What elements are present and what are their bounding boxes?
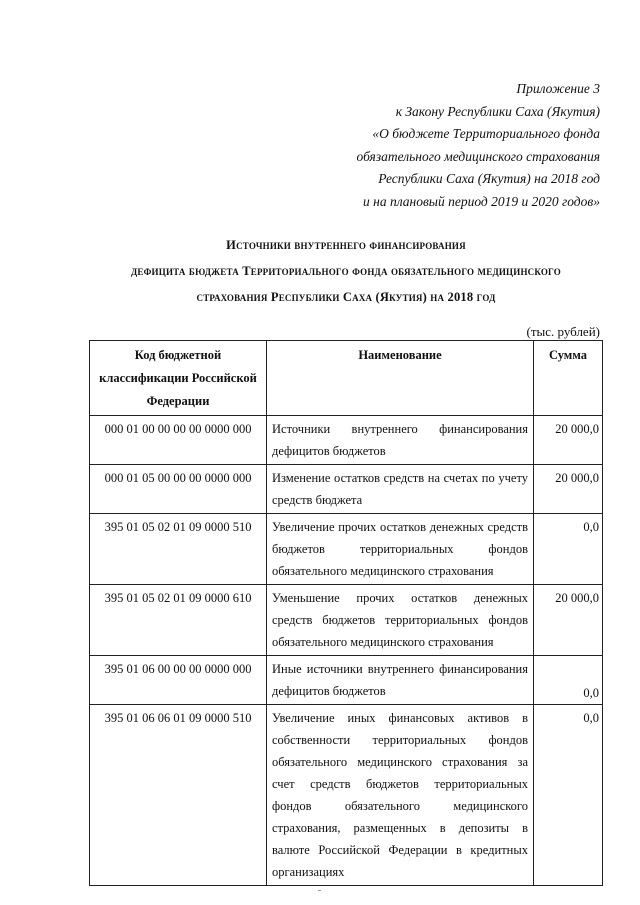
units-label: (тыс. рублей) [526, 324, 600, 339]
title-line: дефицита бюджета Территориального фонда обязательного медицинского [131, 264, 561, 278]
cell-amount: 0,0 [534, 656, 603, 705]
cell-name: Уменьшение прочих остатков денежных средств бюджетов территориальных фондов обязательного медицинского страхования [267, 585, 534, 656]
cell-code: 395 01 06 06 01 09 0000 510 [90, 705, 267, 886]
appendix-line: Республики Саха (Якутия) на 2018 год [378, 171, 600, 186]
cell-name: Изменение остатков средств на счетах по учету средств бюджета [267, 465, 534, 514]
appendix-line: к Закону Республики Саха (Якутия) [395, 103, 600, 119]
sources-table [89, 340, 603, 886]
document-title [60, 232, 632, 310]
cell-code: 395 01 05 02 01 09 0000 510 [90, 514, 267, 585]
cell-name: Иные источники внутреннего финансирования дефицитов бюджетов [267, 656, 534, 705]
cell-amount: 0,0 [534, 705, 603, 886]
cell-amount: 20 000,0 [534, 416, 603, 465]
page-speck [318, 890, 321, 891]
header-amount: Сумма [534, 341, 603, 416]
table-row [90, 514, 603, 585]
cell-amount: 0,0 [534, 514, 603, 585]
header-name: Наименование [267, 341, 534, 416]
cell-name: Увеличение прочих остатков денежных средств бюджетов территориальных фондов обязательного медицинского страхования [267, 514, 534, 585]
appendix-line: обязательного медицинского страхования [356, 148, 600, 164]
cell-amount: 20 000,0 [534, 585, 603, 656]
table-header-row [90, 341, 603, 416]
table-row [90, 656, 603, 705]
cell-name: Увеличение иных финансовых активов в собственности территориальных фондов обязательного медицинского страхования за счет средств бюджетов территориальных фондов обязательного медицинского страхования, размещенных в депозиты в валюте Российской Федерации в кредитных организациях [267, 705, 534, 886]
table-row [90, 465, 603, 514]
cell-code: 395 01 06 00 00 00 0000 000 [90, 656, 267, 705]
title-line: страхования Республики Саха (Якутия) на 2018 год [196, 290, 496, 304]
appendix-line: «О бюджете Территориального фонда [372, 126, 600, 141]
cell-code: 000 01 05 00 00 00 0000 000 [90, 465, 267, 514]
header-code: Код бюджетной классификации Российской Федерации [90, 341, 267, 416]
table-row [90, 705, 603, 886]
title-line: Источники внутреннего финансирования [226, 238, 466, 252]
cell-code: 395 01 05 02 01 09 0000 610 [90, 585, 267, 656]
cell-amount: 20 000,0 [534, 465, 603, 514]
appendix-line: и на плановый период 2019 и 2020 годов» [363, 193, 600, 209]
table-row [90, 416, 603, 465]
cell-name: Источники внутреннего финансирования дефицитов бюджетов [267, 416, 534, 465]
cell-code: 000 01 00 00 00 00 0000 000 [90, 416, 267, 465]
table-row [90, 585, 603, 656]
appendix-header [357, 78, 600, 213]
appendix-line: Приложение 3 [516, 81, 600, 96]
